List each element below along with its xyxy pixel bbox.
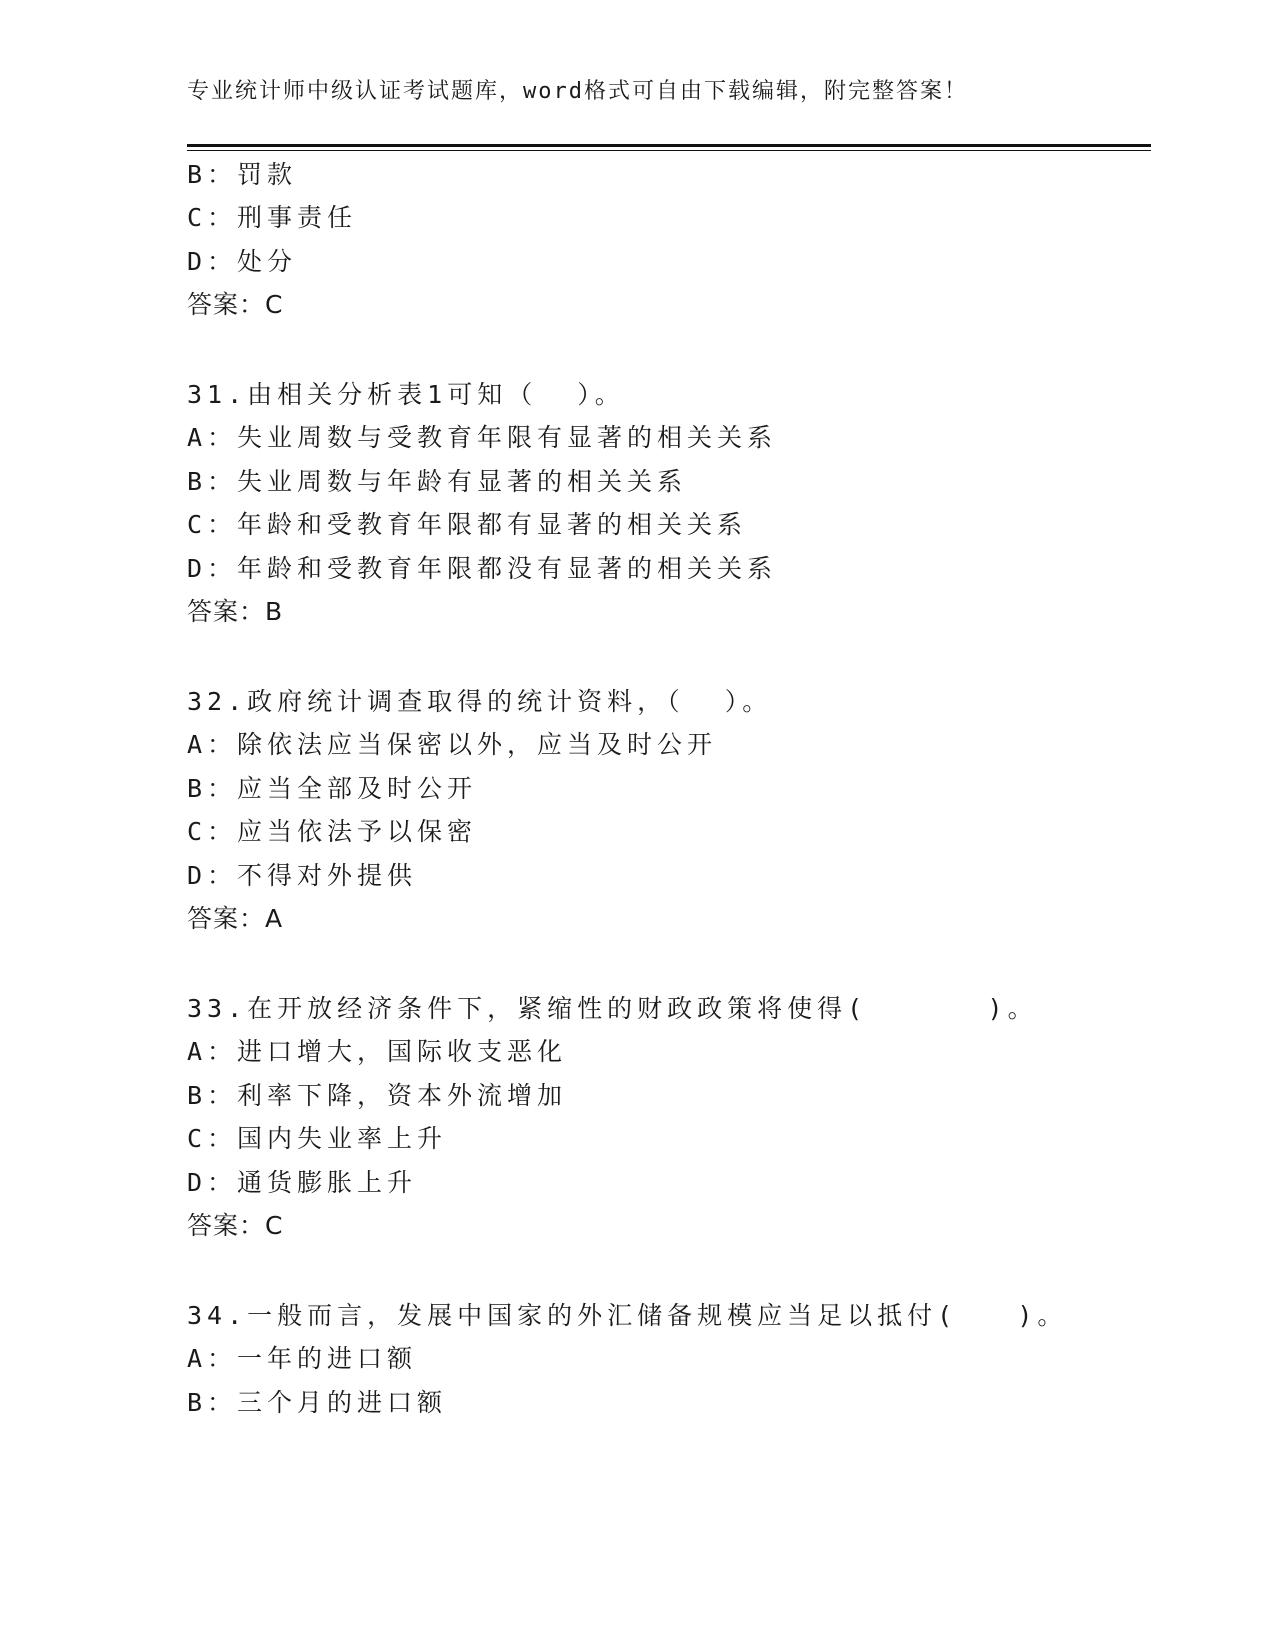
page-header: 专业统计师中级认证考试题库，word格式可自由下载编辑，附完整答案！: [187, 79, 968, 104]
option-d: D：年龄和受教育年限都没有显著的相关关系: [187, 554, 778, 583]
question-stem: 31.由相关分析表1可知（ ）。: [187, 380, 625, 409]
option-c: C：应当依法予以保密: [187, 817, 478, 846]
option-a: A：进口增大，国际收支恶化: [187, 1037, 568, 1066]
option-a: A：失业周数与受教育年限有显著的相关关系: [187, 423, 778, 452]
option-b: B：应当全部及时公开: [187, 774, 478, 803]
header-divider-thin: [187, 150, 1151, 151]
question-stem: 32.政府统计调查取得的统计资料，（ ）。: [187, 687, 773, 716]
option-c: C：国内失业率上升: [187, 1124, 448, 1153]
option-a: A：除依法应当保密以外，应当及时公开: [187, 730, 718, 759]
option-d: D：通货膨胀上升: [187, 1168, 418, 1197]
option-a: A：一年的进口额: [187, 1344, 418, 1373]
option-b: B：罚款: [187, 160, 298, 189]
option-b: B：三个月的进口额: [187, 1388, 448, 1417]
question-stem: 34.一般而言，发展中国家的外汇储备规模应当足以抵付( )。: [187, 1301, 1068, 1330]
header-divider: [187, 144, 1151, 147]
option-b: B：失业周数与年龄有显著的相关关系: [187, 467, 688, 496]
question-stem: 33.在开放经济条件下，紧缩性的财政政策将使得( )。: [187, 994, 1038, 1023]
answer: 答案：C: [187, 1211, 284, 1240]
answer: 答案：A: [187, 904, 284, 933]
answer: 答案：C: [187, 290, 284, 319]
option-b: B：利率下降，资本外流增加: [187, 1081, 568, 1110]
option-d: D：不得对外提供: [187, 861, 418, 890]
answer: 答案：B: [187, 597, 284, 626]
option-d: D：处分: [187, 247, 298, 276]
option-c: C：刑事责任: [187, 203, 358, 232]
option-c: C：年龄和受教育年限都有显著的相关关系: [187, 510, 748, 539]
